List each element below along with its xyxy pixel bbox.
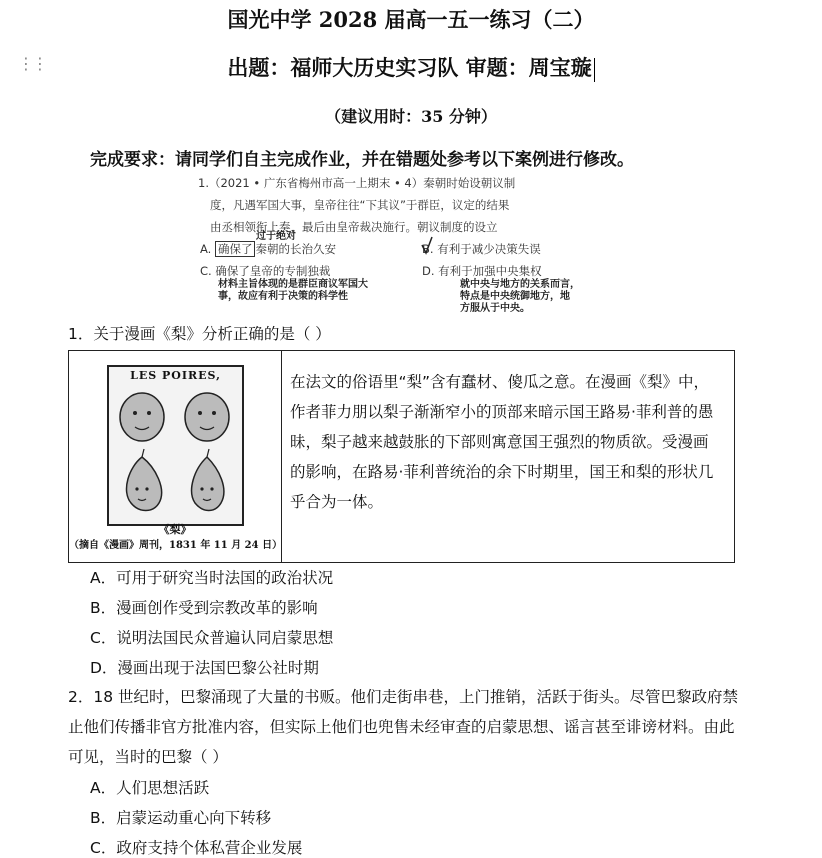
- drag-handle-icon[interactable]: ⋮⋮: [18, 54, 46, 73]
- example-note-d-line: 特点是中央统御地方，地: [460, 291, 570, 302]
- example-note-d-line: 方服从于中央。: [460, 303, 530, 314]
- completion-requirement: 完成要求：请同学们自主完成作业，并在错题处参考以下案例进行修改。: [90, 150, 634, 170]
- q1-option-d: D．漫画出现于法国巴黎公社时期: [90, 659, 319, 677]
- example-line-1: 1.（2021 • 广东省梅州市高一上期末 • 4）秦朝时始设朝议制: [198, 176, 516, 190]
- question-1-stem: 1．关于漫画《梨》分析正确的是（ ）: [68, 325, 331, 343]
- example-line-3: 由丞相领衔上奏，最后由皇帝裁决施行。朝议制度的设立: [210, 220, 498, 234]
- cartoon-description: 在法文的俗语里“梨”含有蠢材、傻瓜之意。在漫画《梨》中，作者菲力朋以梨子渐渐窄小的顶部来暗示国王路易·菲利普的愚昧，梨子越来越鼓胀的下部则寓意国王强烈的物质欲。受漫画的影响，在路易·菲利普统治的余下时期里，国王和梨的形状几乎合为一体。: [290, 373, 714, 511]
- q1-option-a: A．可用于研究当时法国的政治状况: [90, 569, 334, 587]
- description-cell: [282, 351, 735, 563]
- q2-option-a: A．人们思想活跃: [90, 779, 210, 797]
- cartoon-caption: 《梨》: [158, 523, 192, 536]
- checkmark-icon: [420, 235, 434, 257]
- page-title: 国光中学 2028 届高一五一练习（二）: [227, 7, 595, 32]
- example-option-b: B. 有利于减少决策失误: [422, 242, 541, 256]
- example-note-c-line: 事，故应有利于决策的科学性: [218, 291, 348, 302]
- cartoon-source: （摘自《漫画》周刊，1831 年 11 月 24 日）: [69, 540, 283, 551]
- example-note-d: [460, 279, 580, 315]
- example-note-d-line: 就中央与地方的关系而言，: [460, 279, 580, 290]
- question-2-stem: 2．18 世纪时，巴黎涌现了大量的书贩。他们走街串巷，上门推销，活跃于街头。尽管巴黎政府禁止他们传播非官方批准内容，但实际上他们也兜售未经审查的启蒙思想、谣言甚至诽谤材料。由此可见，当时的巴黎（ ）: [68, 688, 739, 766]
- q1-option-c: C．说明法国民众普遍认同启蒙思想: [90, 629, 334, 647]
- q1-option-b: B．漫画创作受到宗教改革的影响: [90, 599, 318, 617]
- example-option-a-prefix: A.: [200, 242, 212, 256]
- example-option-d: D. 有利于加强中央集权: [422, 264, 542, 278]
- example-note-overabsolute: 过于绝对: [256, 231, 296, 242]
- cartoon-cell: [69, 351, 282, 563]
- pear-faces-illustration: [109, 383, 242, 523]
- question-1-table: [68, 350, 735, 563]
- example-option-c: C. 确保了皇帝的专制独裁: [200, 264, 331, 278]
- text-cursor: [594, 58, 595, 82]
- cartoon-image: [69, 351, 281, 562]
- q2-option-b: B．启蒙运动重心向下转移: [90, 809, 272, 827]
- cartoon-poster: [107, 365, 244, 526]
- example-image: [198, 173, 618, 323]
- example-note-c: [218, 279, 368, 303]
- example-option-a: [200, 241, 336, 257]
- q2-option-c: C．政府支持个体私营企业发展: [90, 839, 303, 857]
- poster-title: LES POIRES,: [130, 369, 221, 382]
- example-option-a-rest: 秦朝的长治久安: [255, 242, 336, 256]
- example-line-2: 度，凡遇军国大事，皇帝往往“下其议”于群臣，议定的结果: [210, 198, 510, 212]
- example-option-a-boxed: 确保了: [215, 241, 256, 257]
- example-note-c-line: 材料主旨体现的是群臣商议军国大: [218, 279, 368, 290]
- suggested-time: （建议用时：35 分钟）: [325, 107, 497, 126]
- page-subtitle: [0, 52, 822, 82]
- subtitle-text: 出题：福师大历史实习队 审题：周宝璇: [227, 55, 592, 80]
